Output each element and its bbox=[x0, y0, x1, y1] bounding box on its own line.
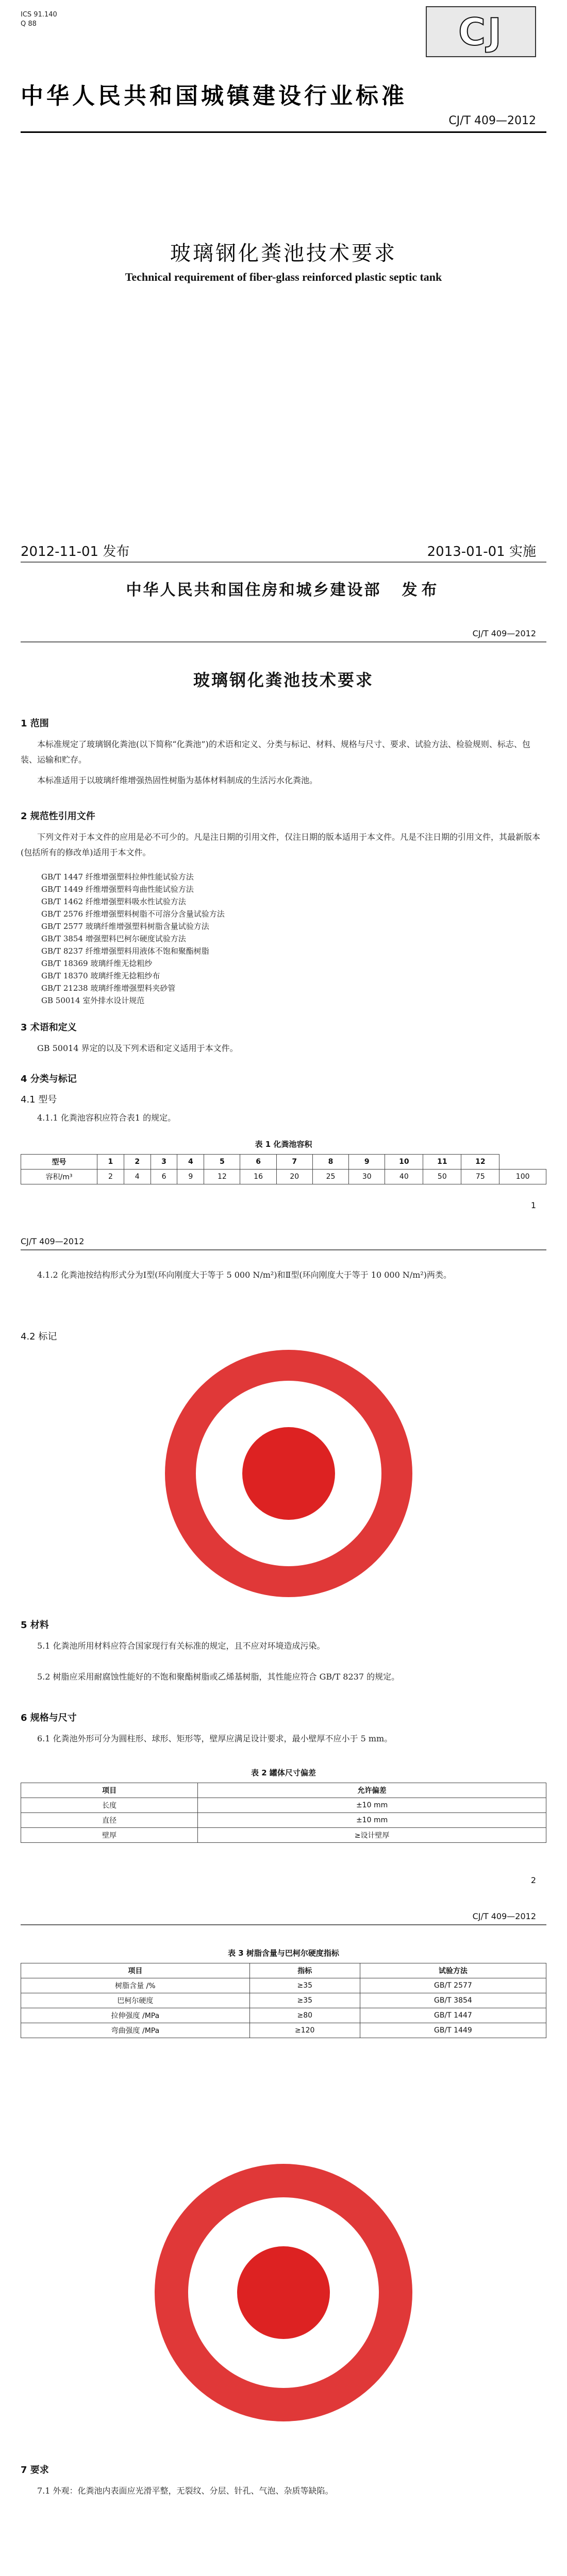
table-cell: 巴柯尔硬度 bbox=[21, 1993, 250, 2008]
issuer: 中华人民共和国住房和城乡建设部 发布 bbox=[126, 581, 441, 599]
section-7-heading: 7 要求 bbox=[21, 2465, 49, 2476]
table-1-header-cell: 型号 bbox=[21, 1155, 97, 1170]
table-3 bbox=[21, 1963, 546, 2038]
section-6-1-text: 6.1 化粪池外形可分为圆柱形、球形、矩形等，壁厚应满足设计要求，最小壁厚不应小于 5 mm。 bbox=[37, 1734, 393, 1743]
section-2-text: 下列文件对于本文件的应用是必不可少的。凡是注日期的引用文件，仅注日期的版本适用于本文件。凡是不注日期的引用文件，其最新版本(包括所有的修改单)适用于本文件。 bbox=[21, 832, 541, 857]
table-1-cell: 16 bbox=[240, 1170, 276, 1184]
table-header-cell: 项目 bbox=[21, 1783, 198, 1798]
ics-code: ICS 91.140 bbox=[21, 11, 57, 19]
section-6-heading: 6 规格与尺寸 bbox=[21, 1713, 77, 1723]
section-1-text-2: 本标准适用于以玻璃纤维增强热固性树脂为基体材料制成的生活污水化粪池。 bbox=[37, 775, 318, 785]
table-row bbox=[21, 1798, 546, 1813]
reference-item: GB/T 3854 增强塑料巴柯尔硬度试验方法 bbox=[41, 934, 186, 943]
table-cell: GB/T 1447 bbox=[360, 2008, 546, 2023]
reference-item: GB/T 18370 玻璃纤维无捻粗纱布 bbox=[41, 971, 160, 980]
section-7-text: 7.1 外观：化粪池内表面应光滑平整，无裂纹、分层、针孔、气泡、杂质等缺陷。 bbox=[37, 2486, 333, 2496]
table-cell: 直径 bbox=[21, 1813, 198, 1828]
table-row bbox=[21, 1828, 546, 1843]
table-cell: GB/T 1449 bbox=[360, 2023, 546, 2038]
reference-item: GB/T 1462 纤维增强塑料吸水性试验方法 bbox=[41, 897, 186, 906]
reference-item: GB/T 18369 玻璃纤维无捻粗纱 bbox=[41, 959, 153, 968]
section-5-2-text: 5.2 树脂应采用耐腐蚀性能好的不饱和聚酯树脂或乙烯基树脂，其性能应符合 GB/T 8237 的规定。 bbox=[37, 1672, 400, 1682]
page-number-1: 1 bbox=[530, 1200, 536, 1210]
table-1-header-cell: 8 bbox=[312, 1155, 348, 1170]
cover-title-en: Technical requirement of fiber-glass reinforced plastic septic tank bbox=[125, 270, 442, 283]
table-cell: ±10 mm bbox=[198, 1813, 546, 1828]
table-cell: ±10 mm bbox=[198, 1798, 546, 1813]
section-4-1-1-text: 4.1.1 化粪池容积应符合表1 的规定。 bbox=[37, 1113, 176, 1123]
reference-item: GB 50014 室外排水设计规范 bbox=[41, 996, 145, 1005]
section-1-heading: 1 范围 bbox=[21, 718, 49, 729]
table-1-header-cell: 6 bbox=[240, 1155, 276, 1170]
section-2-heading: 2 规范性引用文件 bbox=[21, 811, 95, 822]
running-head: CJ/T 409—2012 bbox=[472, 629, 536, 638]
table-cell: GB/T 2577 bbox=[360, 1978, 546, 1993]
cover-title-zh: 玻璃钢化粪池技术要求 bbox=[170, 242, 397, 265]
table-row bbox=[21, 1963, 546, 1978]
table-cell: 壁厚 bbox=[21, 1828, 198, 1843]
reference-item: GB/T 2577 玻璃纤维增强塑料树脂含量试验方法 bbox=[41, 922, 209, 931]
table-1-cell: 2 bbox=[97, 1170, 124, 1184]
table-row bbox=[21, 2008, 546, 2023]
table-1-cell: 30 bbox=[349, 1170, 385, 1184]
table-cell: ≥80 bbox=[249, 2008, 360, 2023]
table-1-header-cell: 12 bbox=[461, 1155, 499, 1170]
table-row bbox=[21, 1993, 546, 2008]
reference-item: GB/T 1449 纤维增强塑料弯曲性能试验方法 bbox=[41, 885, 194, 894]
table-1-cell: 12 bbox=[204, 1170, 240, 1184]
table-1-header-cell: 10 bbox=[385, 1155, 423, 1170]
section-3-heading: 3 术语和定义 bbox=[21, 1022, 77, 1033]
reference-item: GB/T 1447 纤维增强塑料拉伸性能试验方法 bbox=[41, 872, 194, 882]
seal-watermark-eye bbox=[242, 1427, 335, 1520]
seal-watermark-2-eye bbox=[237, 2246, 330, 2339]
publish-date: 2012-11-01 发布 bbox=[21, 544, 130, 560]
table-1-header-cell: 3 bbox=[151, 1155, 177, 1170]
table-3-caption: 表 3 树脂含量与巴柯尔硬度指标 bbox=[228, 1948, 339, 1958]
running-head-3: CJ/T 409—2012 bbox=[472, 1911, 536, 1921]
table-cell: 拉伸强度 /MPa bbox=[21, 2008, 250, 2023]
table-cell: 长度 bbox=[21, 1798, 198, 1813]
table-2 bbox=[21, 1783, 546, 1843]
table-1-caption: 表 1 化粪池容积 bbox=[255, 1140, 312, 1149]
table-1-cell: 50 bbox=[423, 1170, 461, 1184]
ccs-code: Q 88 bbox=[21, 20, 37, 28]
section-5-heading: 5 材料 bbox=[21, 1620, 49, 1631]
standard-number: CJ/T 409—2012 bbox=[448, 114, 536, 127]
table-cell: ≥设计壁厚 bbox=[198, 1828, 546, 1843]
section-5-1-text: 5.1 化粪池所用材料应符合国家现行有关标准的规定，且不应对环境造成污染。 bbox=[37, 1641, 325, 1651]
cover-bottom-rule bbox=[21, 562, 546, 563]
section-1-text: 本标准规定了玻璃钢化粪池(以下简称“化粪池”)的术语和定义、分类与标记、材料、规格与尺寸、要求、试验方法、检验规则、标志、包装、运输和贮存。 bbox=[21, 739, 530, 765]
table-row bbox=[21, 1813, 546, 1828]
table-header-cell: 允许偏差 bbox=[198, 1783, 546, 1798]
section-4-1-heading: 4.1 型号 bbox=[21, 1094, 57, 1105]
table-1-header-cell: 11 bbox=[423, 1155, 461, 1170]
section-4-heading: 4 分类与标记 bbox=[21, 1074, 77, 1084]
document-title: 玻璃钢化粪池技术要求 bbox=[193, 670, 374, 690]
page-rule bbox=[21, 641, 546, 642]
page-number-2: 2 bbox=[530, 1875, 536, 1885]
table-cell: 树脂含量 /% bbox=[21, 1978, 250, 1993]
reference-list bbox=[41, 871, 225, 1007]
table-row bbox=[21, 1783, 546, 1798]
table-row bbox=[21, 1978, 546, 1993]
reference-item: GB/T 2576 纤维增强塑料树脂不可溶分含量试验方法 bbox=[41, 909, 225, 919]
table-2-caption: 表 2 罐体尺寸偏差 bbox=[251, 1768, 316, 1777]
table-1-header-cell: 5 bbox=[204, 1155, 240, 1170]
table-1-cell: 6 bbox=[151, 1170, 177, 1184]
table-1-cell: 4 bbox=[124, 1170, 151, 1184]
table-1-cell: 20 bbox=[276, 1170, 312, 1184]
table-row bbox=[21, 2023, 546, 2038]
table-cell: ≥120 bbox=[249, 2023, 360, 2038]
table-cell: ≥35 bbox=[249, 1993, 360, 2008]
page-rule-2 bbox=[21, 1249, 546, 1250]
table-header-cell: 试验方法 bbox=[360, 1963, 546, 1978]
section-4-2-heading: 4.2 标记 bbox=[21, 1331, 57, 1342]
running-head-2: CJ/T 409—2012 bbox=[21, 1236, 85, 1246]
reference-item: GB/T 21238 玻璃纤维增强塑料夹砂管 bbox=[41, 984, 176, 993]
classification-codes bbox=[21, 10, 57, 29]
table-1-cell: 100 bbox=[499, 1170, 546, 1184]
cj-logo: CJ bbox=[426, 6, 536, 57]
cover-rule bbox=[21, 131, 546, 133]
table-cell: GB/T 3854 bbox=[360, 1993, 546, 2008]
table-1-header-cell: 7 bbox=[276, 1155, 312, 1170]
table-header-cell: 项目 bbox=[21, 1963, 250, 1978]
table-1-header-cell: 1 bbox=[97, 1155, 124, 1170]
table-1-cell: 9 bbox=[177, 1170, 204, 1184]
table-1-header-cell: 2 bbox=[124, 1155, 151, 1170]
effective-date: 2013-01-01 实施 bbox=[427, 544, 536, 560]
section-4-1-2-text: 4.1.2 化粪池按结构形式分为Ⅰ型(环向刚度大于等于 5 000 N/m²)和Ⅱ型(环向刚度大于等于 10 000 N/m²)两类。 bbox=[37, 1270, 452, 1280]
table-1-cell: 容积/m³ bbox=[21, 1170, 97, 1184]
table-1-header-cell: 4 bbox=[177, 1155, 204, 1170]
page-rule-3 bbox=[21, 1924, 546, 1925]
table-cell: ≥35 bbox=[249, 1978, 360, 1993]
reference-item: GB/T 8237 纤维增强塑料用液体不饱和聚酯树脂 bbox=[41, 946, 209, 956]
table-1 bbox=[21, 1154, 546, 1184]
standard-category-title: 中华人民共和国城镇建设行业标准 bbox=[21, 83, 407, 109]
table-1-cell: 40 bbox=[385, 1170, 423, 1184]
section-3-text: GB 50014 界定的以及下列术语和定义适用于本文件。 bbox=[37, 1043, 238, 1053]
table-1-cell: 25 bbox=[312, 1170, 348, 1184]
table-1-header-cell: 9 bbox=[349, 1155, 385, 1170]
table-header-cell: 指标 bbox=[249, 1963, 360, 1978]
table-cell: 弯曲强度 /MPa bbox=[21, 2023, 250, 2038]
table-1-cell: 75 bbox=[461, 1170, 499, 1184]
